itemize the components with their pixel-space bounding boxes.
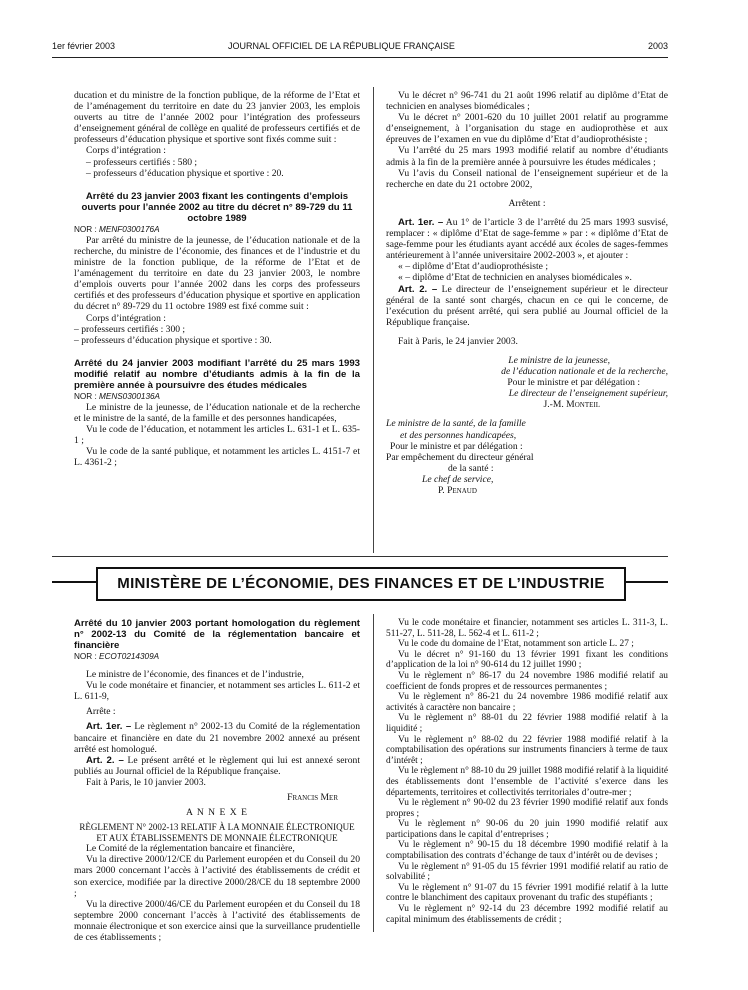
paragraph: Vu le décret n° 91-160 du 13 février 1991 fixant les conditions d’application de la loi n° 90-614 du 12 juillet 1990 ; xyxy=(386,649,668,671)
header-rule xyxy=(52,57,668,58)
nor-code: MENF0300176A xyxy=(99,224,160,234)
signatory-line: Par empêchement du directeur général xyxy=(386,451,534,463)
paragraph: Vu le décret n° 96-741 du 21 août 1996 relatif au diplôme d’Etat de technicien en analyses biomédicales ; xyxy=(386,90,668,113)
article-text: Au 1° de l’article 3 de l’arrêté du 25 mars 1993 susvisé, remplacer : « diplôme d’Etat de sage-femme » par : « diplôme d’Etat de sage-femme pour les étudiants ayant accédé aux écoles de sages-femmes antérieurement à l’année universitaire 2002-2003 », et ajouter : xyxy=(386,216,668,262)
article-1 xyxy=(386,217,668,261)
nor-code: MENS0300136A xyxy=(99,391,161,401)
upper-right-column xyxy=(386,90,668,496)
signatory-line: Le ministre de la santé, de la famille xyxy=(386,418,526,430)
signatory-line: de la santé : xyxy=(448,462,494,474)
annex-heading: A N N E X E xyxy=(186,807,248,819)
paragraph: Vu l’avis du Conseil national de l’enseignement supérieur et de la recherche en date du 21 octobre 2002, xyxy=(386,167,668,190)
nor-label: NOR : xyxy=(74,224,97,234)
signatory-line: Le ministre de la jeunesse, xyxy=(508,354,610,366)
signatory-line: Le directeur de l’enseignement supérieur, xyxy=(508,388,668,400)
list-item: « – diplôme d’Etat de technicien en analyses biomédicales ». xyxy=(398,272,632,284)
arretent-heading: Arrêtent : xyxy=(508,197,546,209)
article-text: Le directeur de l’enseignement supérieur et le directeur général de la santé sont chargés, chacun en ce qui le concerne, de l’exécution du présent arrêté, qui sera publié au Journal officiel de la République française. xyxy=(386,283,668,328)
nor-label: NOR : xyxy=(74,391,97,401)
list-item: – professeurs d’éducation physique et sportive : 30. xyxy=(74,334,272,346)
nor-reference xyxy=(74,224,360,235)
ministry-banner: MINISTÈRE DE L’ÉCONOMIE, DES FINANCES ET DE L’INDUSTRIE xyxy=(96,567,626,601)
paragraph: Corps d’intégration : xyxy=(86,312,166,324)
column-divider-upper xyxy=(373,87,374,553)
regulation-title: RÈGLEMENT N° 2002-13 RELATIF À LA MONNAIE ÉLECTRONIQUE ET AUX ÉTABLISSEMENTS DE MONNAIE ÉLECTRONIQUE xyxy=(79,822,355,843)
article-1 xyxy=(74,721,360,754)
arrete-heading: Arrête : xyxy=(86,706,116,718)
nor-code: ECOT0214309A xyxy=(99,652,160,661)
paragraph: Vu la directive 2000/46/CE du Parlement européen et du Conseil du 18 septembre 2000 concernant l’accès à l’activité des établissements de monnaie électronique et son exercice ainsi que la surveillance prudentielle de ces établissements ; xyxy=(74,898,360,943)
list-item: « – diplôme d’Etat d’audioprothésiste ; xyxy=(398,261,549,273)
article-text: Le règlement n° 2002-13 du Comité de la réglementation bancaire et financière en date du 21 novembre 2002 annexé au présent arrêté est homologué. xyxy=(74,721,360,755)
paragraph: Vu le code de la santé publique, et notamment les articles L. 4151-7 et L. 4361-2 ; xyxy=(74,446,360,469)
paragraph: Vu le règlement n° 90-02 du 23 février 1990 modifié relatif aux fonds propres ; xyxy=(386,798,668,819)
list-item: – professeurs d’éducation physique et sportive : 20. xyxy=(86,167,284,179)
nor-reference xyxy=(74,391,360,402)
signatory-line: Pour le ministre et par délégation : xyxy=(390,440,523,452)
article-2 xyxy=(386,284,668,328)
paragraph: Le Comité de la réglementation bancaire et financière, xyxy=(86,843,295,855)
paragraph: Vu le règlement n° 88-01 du 22 février 1988 modifié relatif à la liquidité ; xyxy=(386,713,668,734)
paragraph: Vu l’arrêté du 25 mars 1993 modifié relatif au nombre d’étudiants admis à la fin de la première année à poursuivre les études médicales ; xyxy=(386,145,668,168)
header-page-number: 2003 xyxy=(647,41,668,51)
header-date: 1er février 2003 xyxy=(52,41,116,51)
column-divider-lower xyxy=(373,614,374,932)
paragraph: Vu le code du domaine de l’Etat, notamment son article L. 27 ; xyxy=(398,639,634,650)
signatory-name: P. Penaud xyxy=(438,485,477,496)
signatory-line: Pour le ministre et par délégation : xyxy=(507,377,640,389)
list-item: – professeurs certifiés : 580 ; xyxy=(86,156,198,168)
paragraph: Vu le règlement n° 91-07 du 15 février 1991 modifié relatif à la lutte contre le blanchiment des capitaux provenant du trafic des stupéfiants ; xyxy=(386,882,668,904)
article-label: Art. 2. – xyxy=(86,754,124,766)
paragraph: Vu le code de l’éducation, et notamment les articles L. 631-1 et L. 635-1 ; xyxy=(74,424,360,447)
article-2 xyxy=(74,755,360,777)
paragraph: Vu le code monétaire et financier, notamment ses articles L. 311-3, L. 511-27, L. 511-28, L. 562-4 et L. 611-2 ; xyxy=(386,618,668,639)
signature-date: Fait à Paris, le 10 janvier 2003. xyxy=(86,776,206,788)
paragraph: Le ministre de l’économie, des finances et de l’industrie, xyxy=(86,669,304,681)
signature-date: Fait à Paris, le 24 janvier 2003. xyxy=(398,335,518,347)
nor-reference xyxy=(74,651,360,662)
decree-title: Arrêté du 23 janvier 2003 fixant les contingents d’emplois ouverts pour l’année 2002 au titre du décret n° 89-729 du 11 octobre 1989 xyxy=(81,190,353,224)
paragraph: Vu le règlement n° 88-10 du 29 juillet 1988 modifié relatif à la liquidité des établissements dont l’ensemble de l’activité s’exerce dans les départements, territoires et collectivités territoriales d’outre-mer ; xyxy=(386,766,668,798)
paragraph: Vu le règlement n° 91-05 du 15 février 1991 modifié relatif au ratio de solvabilité ; xyxy=(386,861,668,883)
paragraph: Vu le règlement n° 92-14 du 23 décembre 1992 modifié relatif au capital minimum des établissements de crédit ; xyxy=(386,904,668,925)
banner-rule-left xyxy=(52,581,96,583)
section-rule xyxy=(52,556,668,557)
paragraph: Par arrêté du ministre de la jeunesse, de l’éducation nationale et de la recherche, du ministre de l’économie, des finances et de l’industrie et du ministre de la fonction publique, de la réforme de l’Etat et de l’aménagement du territoire en date du 23 janvier 2003, le nombre d’emplois ouverts pour l’année 2002 dans les corps des professeurs certifiés et des professeurs d’éducation physique et sportive en application du décret n° 89-729 du 11 octobre 1989 est fixé comme suit : xyxy=(74,234,360,313)
paragraph: Vu le règlement n° 88-02 du 22 février 1988 modifié relatif à la comptabilisation des opérations sur instruments financiers à terme de taux d’intérêt ; xyxy=(386,734,668,766)
decree-title: Arrêté du 24 janvier 2003 modifiant l’arrêté du 25 mars 1993 modifié relatif au nombre d’étudiants admis à la fin de la première année à poursuivre des études médicales xyxy=(74,357,360,391)
article-label: Art. 2. – xyxy=(398,283,438,295)
paragraph: Corps d’intégration : xyxy=(86,145,166,157)
paragraph: Vu le règlement n° 86-21 du 24 novembre 1986 modifié relatif aux activités à caractère non bancaire ; xyxy=(386,692,668,713)
paragraph: Vu le règlement n° 86-17 du 24 novembre 1986 modifié relatif au coefficient de fonds propres et de ressources permanentes ; xyxy=(386,670,668,692)
article-label: Art. 1er. – xyxy=(86,721,132,733)
article-label: Art. 1er. – xyxy=(398,216,444,228)
lower-left-column xyxy=(74,618,360,943)
lower-right-column xyxy=(386,618,668,925)
paragraph: Vu le règlement n° 90-06 du 20 juin 1990 modifié relatif aux participations dans le capital d’entreprises ; xyxy=(386,819,668,840)
paragraph: ducation et du ministre de la fonction publique, de la réforme de l’Etat et de l’aménagement du territoire en date du 23 janvier 2003, les emplois ouverts au titre de l’année 2002 pour l’intégration des professeurs d’enseignement général de collège en qualité de professeurs certifiés et de professeurs d’éducation physique et sportive sont fixés comme suit : xyxy=(74,90,360,146)
article-text: Le présent arrêté et le règlement qui lui est annexé seront publiés au Journal officiel de la République française. xyxy=(74,754,360,777)
banner-rule-right xyxy=(626,581,668,583)
paragraph: Vu le décret n° 2001-620 du 10 juillet 2001 relatif au programme d’enseignement, à l’organisation du stage en audioprothèse et aux épreuves de l’examen en vue du diplôme d’Etat d’audioprothésiste ; xyxy=(386,112,668,146)
signatory-line: Le chef de service, xyxy=(422,473,494,485)
signatory-line: et des personnes handicapées, xyxy=(400,429,517,441)
signatory-name: Francis Mer xyxy=(287,792,338,804)
decree-title: Arrêté du 10 janvier 2003 portant homologation du règlement n° 2002-13 du Comité de la réglementation bancaire et financière xyxy=(74,618,360,651)
list-item: – professeurs certifiés : 300 ; xyxy=(74,323,186,335)
page-header xyxy=(52,41,666,53)
paragraph: Le ministre de la jeunesse, de l’éducation nationale et de la recherche et le ministre de la santé, de la famille et des personnes handicapées, xyxy=(74,401,360,424)
paragraph: Vu la directive 2000/12/CE du Parlement européen et du Conseil du 20 mars 2000 concernant l’accès à l’activité des établissements de crédit et son exercice, modifiée par la directive 2000/28/CE du 18 septembre 2000 ; xyxy=(74,854,360,899)
signatory-line: de l’éducation nationale et de la recherche, xyxy=(501,366,668,378)
header-title: JOURNAL OFFICIEL DE LA RÉPUBLIQUE FRANÇAISE xyxy=(228,41,455,51)
signatory-name: J.-M. Monteil xyxy=(543,399,600,411)
upper-left-column xyxy=(74,90,360,468)
paragraph: Vu le règlement n° 90-15 du 18 décembre 1990 modifié relatif à la comptabilisation des contrats d’échange de taux d’intérêt ou de devises ; xyxy=(386,840,668,862)
nor-label: NOR : xyxy=(74,652,97,661)
paragraph: Vu le code monétaire et financier, et notamment ses articles L. 611-2 et L. 611-9, xyxy=(74,680,360,703)
